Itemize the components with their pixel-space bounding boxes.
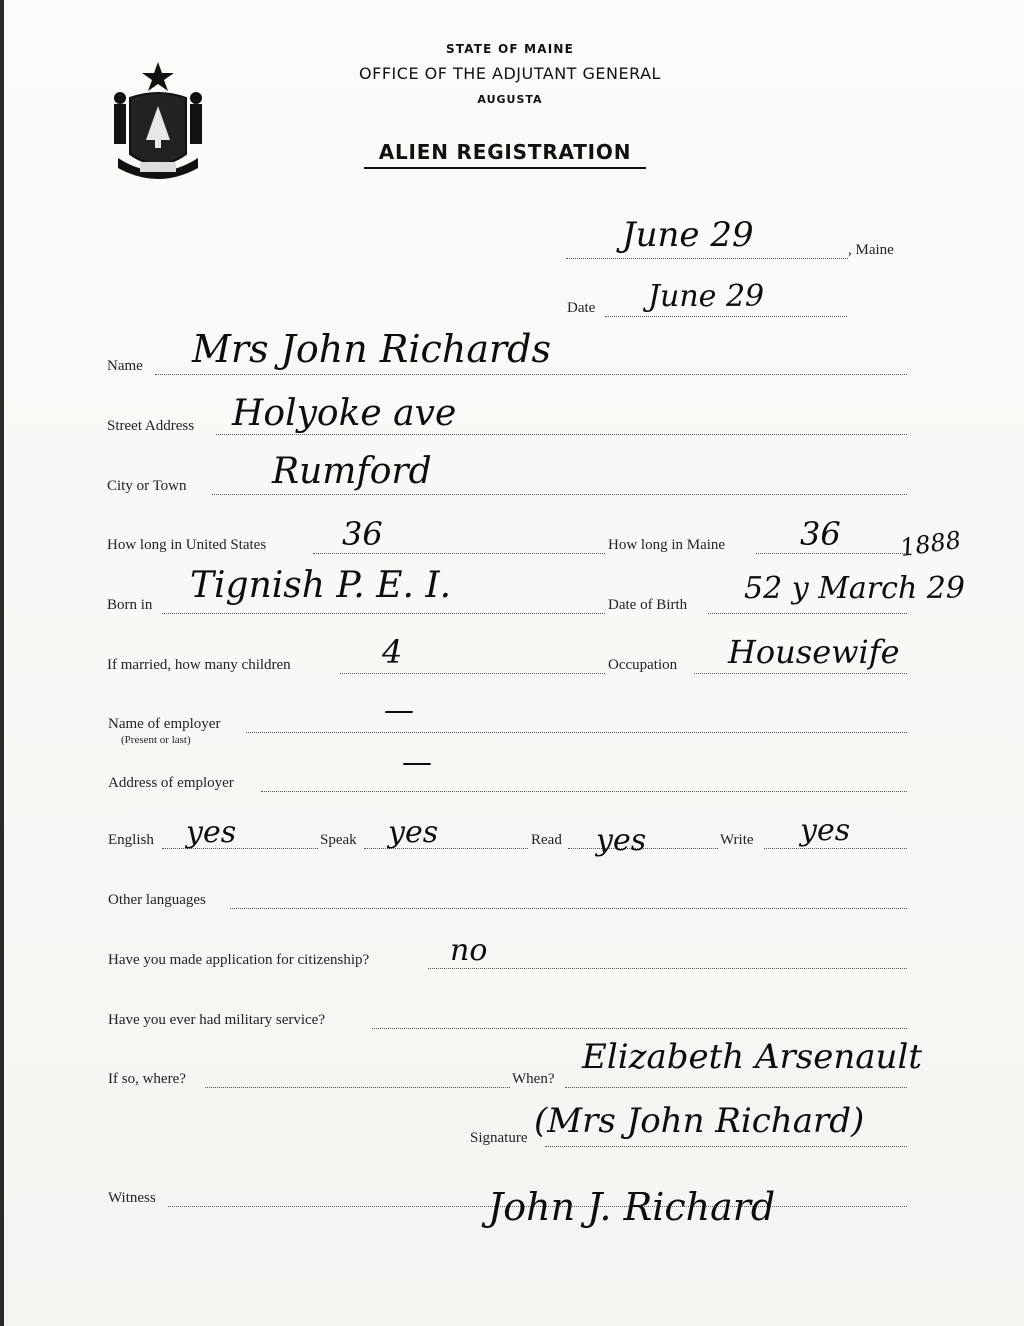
header-city: AUGUSTA — [477, 93, 543, 106]
read-label: Read — [531, 832, 562, 848]
city-label: City or Town — [107, 478, 187, 494]
born-in-line — [162, 613, 605, 614]
how-long-maine-value: 36 — [800, 515, 841, 553]
state-seal — [100, 58, 216, 186]
write-line — [764, 848, 907, 849]
page-edge — [0, 0, 4, 1326]
if-so-where-line — [205, 1087, 510, 1088]
speak-value: yes — [388, 815, 439, 850]
street-label: Street Address — [107, 418, 195, 434]
employer-name-value: — — [384, 693, 414, 728]
when-line — [565, 1087, 907, 1088]
date-value: June 29 — [648, 279, 765, 314]
date-of-birth-label: Date of Birth — [608, 597, 688, 613]
title-underline — [364, 167, 646, 169]
date-of-birth-line — [708, 613, 907, 614]
citizenship-label: Have you made application for citizenship? — [108, 952, 370, 968]
military-line — [372, 1028, 907, 1029]
employer-name-label: Name of employer — [108, 716, 221, 732]
other-languages-line — [230, 908, 907, 909]
date-of-birth-value: 52 y March 29 — [744, 571, 965, 606]
occupation-label: Occupation — [608, 657, 678, 673]
name-label: Name — [107, 358, 143, 374]
born-in-value: Tignish P. E. I. — [190, 565, 452, 606]
children-label: If married, how many children — [107, 657, 291, 673]
when-value: Elizabeth Arsenault — [582, 1037, 922, 1077]
street-value: Holyoke ave — [232, 393, 457, 434]
occupation-value: Housewife — [728, 633, 900, 671]
employer-name-line — [246, 732, 907, 733]
employer-address-line — [261, 791, 907, 792]
signature-label: Signature — [470, 1130, 528, 1146]
how-long-us-line — [313, 553, 605, 554]
write-label: Write — [720, 832, 754, 848]
how-long-maine-line — [756, 553, 907, 554]
occupation-line — [694, 673, 907, 674]
signature-line — [545, 1146, 907, 1147]
name-value: Mrs John Richards — [192, 327, 551, 371]
header-office: OFFICE OF THE ADJUTANT GENERAL — [359, 64, 661, 83]
state-of-maine-seal-icon — [100, 58, 216, 186]
military-label: Have you ever had military service? — [108, 1012, 325, 1028]
other-languages-label: Other languages — [108, 892, 206, 908]
place-date-line — [566, 258, 848, 259]
if-so-where-label: If so, where? — [108, 1071, 186, 1087]
how-long-maine-label: How long in Maine — [608, 537, 726, 553]
signature-value: (Mrs John Richard) — [534, 1101, 865, 1141]
header-state: STATE OF MAINE — [445, 42, 575, 56]
name-line — [155, 374, 907, 375]
write-value: yes — [800, 813, 851, 848]
date-line — [605, 316, 847, 317]
citizenship-line — [428, 968, 907, 969]
form-title: ALIEN REGISTRATION — [378, 140, 632, 164]
date-label: Date — [567, 300, 596, 316]
street-line — [216, 434, 907, 435]
born-in-label: Born in — [107, 597, 153, 613]
speak-label: Speak — [320, 832, 357, 848]
employer-sub-label: (Present or last) — [121, 734, 191, 746]
place-date-value: June 29 — [622, 215, 754, 255]
year-note: 1888 — [898, 525, 963, 563]
children-line — [340, 673, 605, 674]
citizenship-value: no — [450, 933, 488, 968]
read-value: yes — [596, 823, 647, 858]
employer-address-label: Address of employer — [108, 775, 234, 791]
maine-suffix-label: , Maine — [848, 242, 894, 258]
how-long-us-label: How long in United States — [107, 537, 267, 553]
employer-address-value: — — [402, 745, 432, 780]
city-value: Rumford — [272, 451, 432, 492]
when-label: When? — [512, 1071, 555, 1087]
witness-value: John J. Richard — [488, 1185, 776, 1229]
children-value: 4 — [382, 633, 403, 671]
english-value: yes — [186, 815, 237, 850]
english-label: English — [108, 832, 154, 848]
witness-label: Witness — [108, 1190, 156, 1206]
how-long-us-value: 36 — [342, 515, 383, 553]
city-line — [212, 494, 907, 495]
